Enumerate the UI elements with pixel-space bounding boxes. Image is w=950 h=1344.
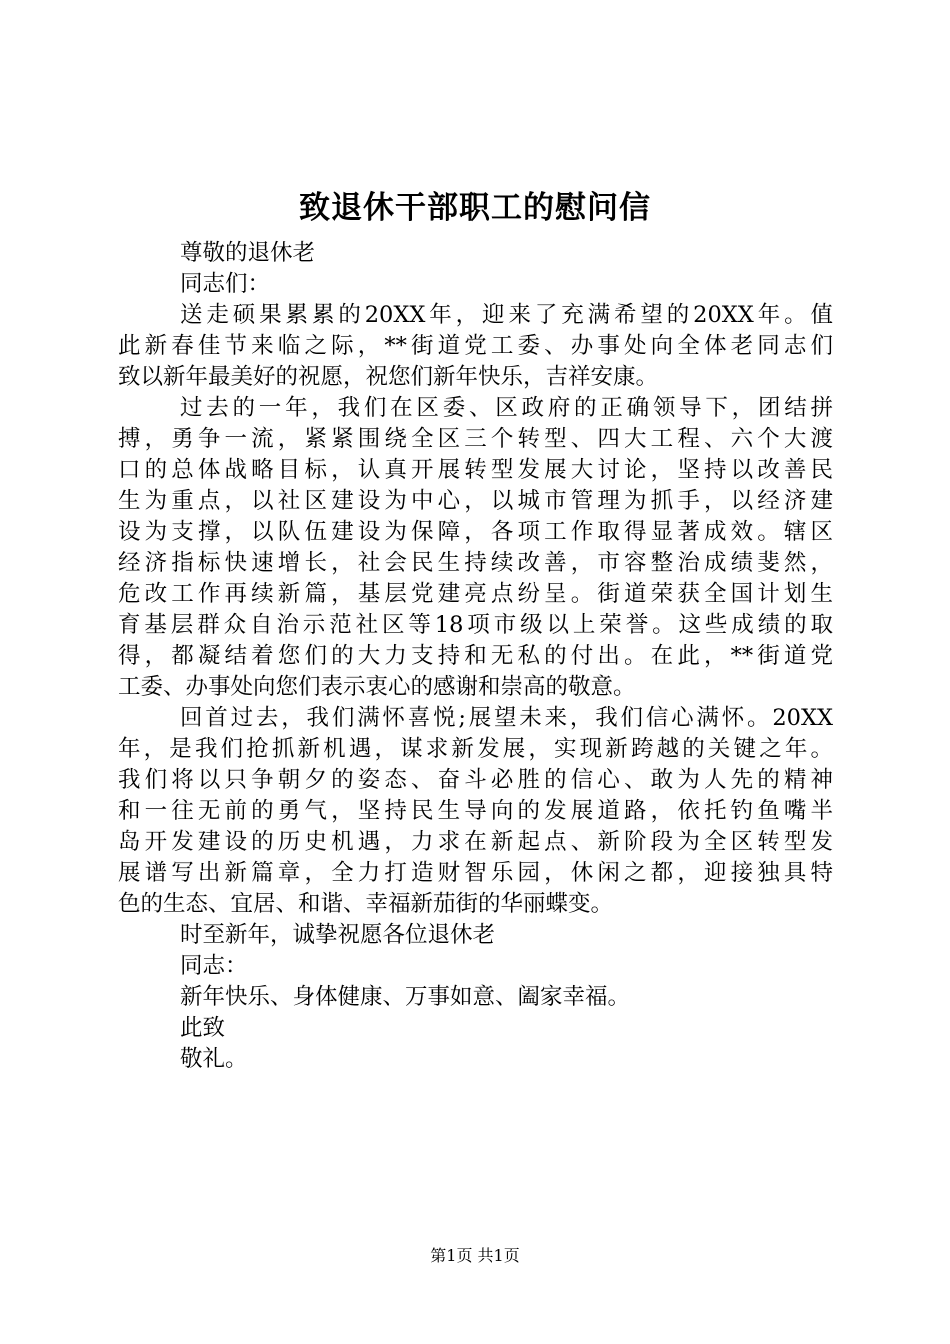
closing-wish-line-2: 同志： — [180, 953, 248, 979]
closing-jing-li: 敬礼。 — [180, 1046, 248, 1072]
paragraph-3-line-7: 色的生态、宜居、和谐、幸福新茄街的华丽蝶变。 — [118, 891, 614, 917]
paragraph-2-line-5: 设为支撑，以队伍建设为保障，各项工作取得显著成效。辖区 — [118, 519, 833, 545]
paragraph-2-line-1: 过去的一年，我们在区委、区政府的正确领导下，团结拼 — [180, 395, 833, 421]
salutation-line-1: 尊敬的退休老 — [180, 240, 316, 266]
paragraph-1-line-1: 送走硕果累累的20XX年，迎来了充满希望的20XX年。值 — [180, 302, 833, 328]
paragraph-3-line-5: 岛开发建设的历史机遇，力求在新起点、新阶段为全区转型发 — [118, 829, 833, 855]
closing-wish-line-3: 新年快乐、身体健康、万事如意、阖家幸福。 — [180, 984, 631, 1010]
paragraph-3-line-6: 展谱写出新篇章，全力打造财智乐园，休闲之都，迎接独具特 — [118, 860, 833, 886]
paragraph-2-line-7: 危改工作再续新篇，基层党建亮点纷呈。街道荣获全国计划生 — [118, 581, 833, 607]
closing-wish-line-1: 时至新年，诚挚祝愿各位退休老 — [180, 922, 496, 948]
paragraph-1-line-3: 致以新年最美好的祝愿，祝您们新年快乐，吉祥安康。 — [118, 364, 659, 390]
paragraph-2-line-6: 经济指标快速增长，社会民生持续改善，市容整治成绩斐然， — [118, 550, 833, 576]
paragraph-3-line-1: 回首过去，我们满怀喜悦;展望未来，我们信心满怀。20XX — [180, 705, 833, 731]
letter-body — [118, 238, 833, 1075]
salutation-line-2: 同志们： — [180, 271, 271, 297]
page-number-footer: 第1页 共1页 — [430, 1246, 520, 1265]
letter-title: 致退休干部职工的慰问信 — [299, 190, 651, 226]
paragraph-3-line-3: 我们将以只争朝夕的姿态、奋斗必胜的信心、敢为人先的精神 — [118, 767, 833, 793]
paragraph-2-line-4: 生为重点，以社区建设为中心，以城市管理为抓手，以经济建 — [118, 488, 833, 514]
paragraph-2-line-9: 得，都凝结着您们的大力支持和无私的付出。在此，**街道党 — [118, 643, 833, 669]
paragraph-2-line-2: 搏，勇争一流，紧紧围绕全区三个转型、四大工程、六个大渡 — [118, 426, 833, 452]
paragraph-2-line-3: 口的总体战略目标，认真开展转型发展大讨论，坚持以改善民 — [118, 457, 833, 483]
paragraph-3-line-2: 年，是我们抢抓新机遇，谋求新发展，实现新跨越的关键之年。 — [118, 736, 833, 762]
closing-ci-zhi: 此致 — [180, 1015, 226, 1041]
paragraph-3-line-4: 和一往无前的勇气，坚持民生导向的发展道路，依托钓鱼嘴半 — [118, 798, 833, 824]
paragraph-2-line-10: 工委、办事处向您们表示衷心的感谢和崇高的敬意。 — [118, 674, 636, 700]
paragraph-2-line-8: 育基层群众自治示范社区等18项市级以上荣誉。这些成绩的取 — [118, 612, 833, 638]
paragraph-1-line-2: 此新春佳节来临之际，**街道党工委、办事处向全体老同志们 — [118, 333, 833, 359]
